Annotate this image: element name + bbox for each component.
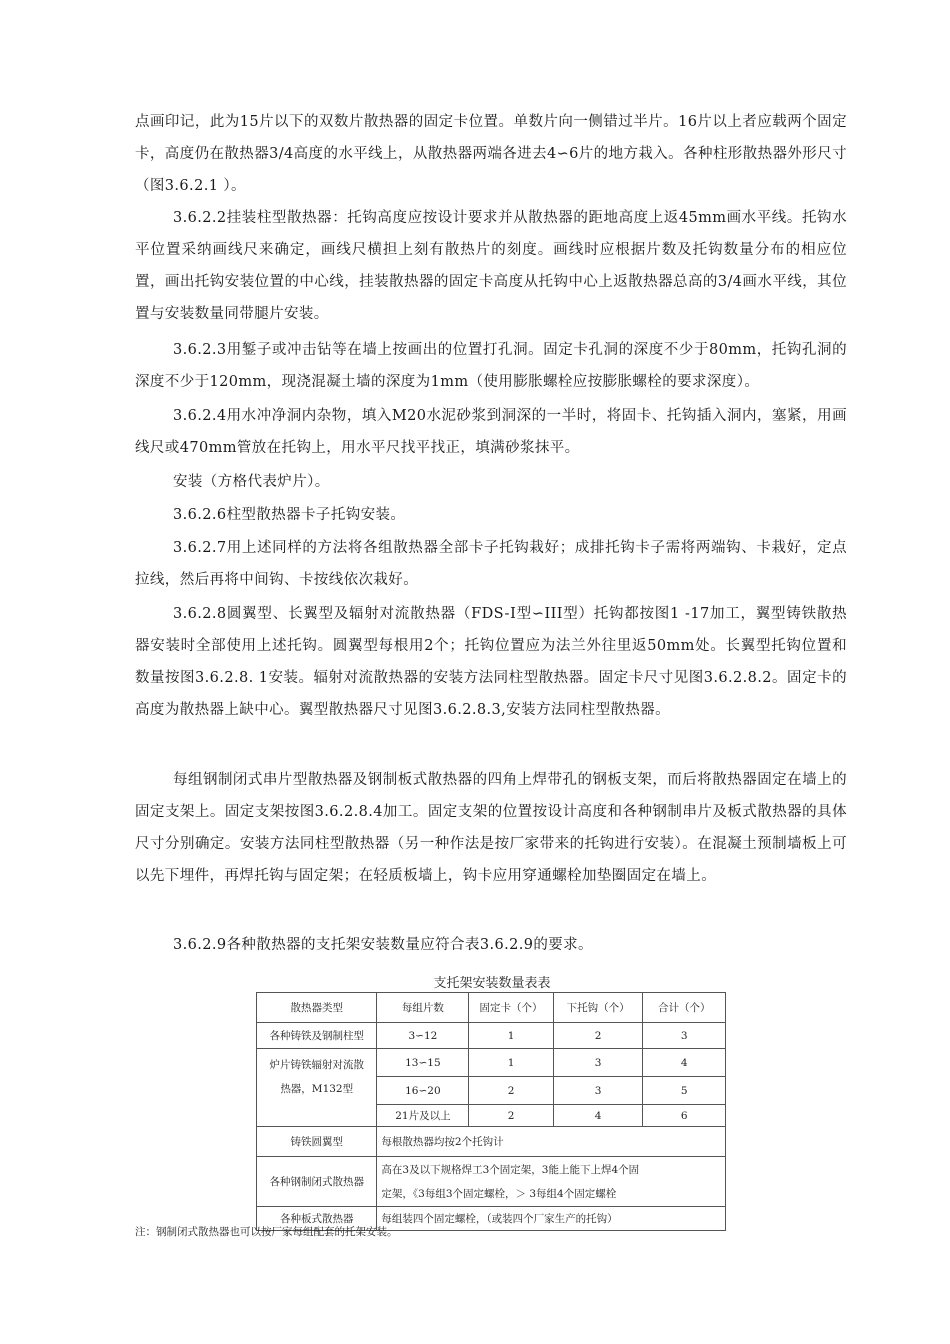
cell-lower-hooks: 2: [553, 1023, 643, 1049]
cell-lower-hooks: 3: [553, 1077, 643, 1105]
paragraph-3-6-2-6: 3.6.2.6柱型散热器卡子托钩安装。: [173, 507, 406, 523]
cell-description-line2: 定架，《3每组3个固定螺栓，＞ 3每组4个固定螺栓: [381, 1187, 617, 1200]
cell-description: 每组装四个固定螺栓，（或装四个厂家生产的托钩）: [377, 1207, 726, 1231]
header-type: 散热器类型: [257, 993, 377, 1023]
paragraph-3-6-2-2: 3.6.2.2挂装柱型散热器：托钩高度应按设计要求并从散热器的距地高度上返45mm画水平线。托钩水平位置采纳画线尺来确定，画线尺横担上刻有散热片的刻度。画线时应根据片数及托钩数量分布的相应位置，画出托钩安装位置的中心线，挂装散热器的固定卡高度从托钩中心上返散热器总高的3/4画水平线，其位置与安装数量同带腿片安装。: [135, 210, 847, 322]
cell-fixed-clips: 2: [469, 1077, 553, 1105]
table-row: [257, 1023, 726, 1049]
cell-total: 3: [643, 1023, 726, 1049]
cell-type: 各种钢制闭式散热器: [257, 1157, 377, 1207]
cell-fixed-clips: 1: [469, 1049, 553, 1077]
cell-pieces: 3∽12: [377, 1023, 469, 1049]
cell-fixed-clips: 2: [469, 1105, 553, 1127]
paragraph-3-6-2-3: 3.6.2.3用錾子或冲击钻等在墙上按画出的位置打孔洞。固定卡孔洞的深度不少于80mm，托钩孔洞的深度不少于120mm，现浇混凝土墙的深度为1mm（使用膨胀螺栓应按膨胀螺栓的要求深度）。: [135, 342, 847, 390]
header-pieces: 每组片数: [377, 993, 469, 1023]
cell-total: 4: [643, 1049, 726, 1077]
cell-lower-hooks: 3: [553, 1049, 643, 1077]
cell-type: 铸铁圆翼型: [257, 1127, 377, 1157]
paragraph-install: 安装（方格代表炉片）。: [173, 474, 330, 490]
cell-total: 6: [643, 1105, 726, 1127]
cell-type-line2: 热器，M132型: [280, 1082, 354, 1095]
paragraph-3-6-2-4: 3.6.2.4用水冲净洞内杂物，填入M20水泥砂浆到洞深的一半时，将固卡、托钩插入洞内，塞紧，用画线尺或470mm管放在托钩上，用水平尺找平找正，填满砂浆抹平。: [135, 408, 847, 456]
cell-pieces: 16∽20: [377, 1077, 469, 1105]
paragraph-1: 点画印记，此为15片以下的双数片散热器的固定卡位置。单数片向一侧错过半片。16片以上者应载两个固定卡，高度仍在散热器3/4高度的水平线上，从散热器两端各进去4∽6片的地方栽入。各种柱形散热器外形尺寸（图3.6.2.1 ）。: [135, 114, 847, 194]
cell-total: 5: [643, 1077, 726, 1105]
cell-type: 各种铸铁及钢制柱型: [257, 1023, 377, 1049]
paragraph-3-6-2-7: 3.6.2.7用上述同样的方法将各组散热器全部卡子托钩栽好；成排托钩卡子需将两端钩、卡栽好，定点拉线，然后再将中间钩、卡按线依次栽好。: [135, 540, 847, 588]
cell-description: 每根散热器均按2个托钩计: [377, 1127, 726, 1157]
cell-fixed-clips: 1: [469, 1023, 553, 1049]
table-caption: 支托架安装数量表表: [433, 976, 551, 991]
cell-type-line1: 炉片铸铁辐射对流散: [269, 1058, 364, 1071]
cell-lower-hooks: 4: [553, 1105, 643, 1127]
header-fixed-clips: 固定卡（个）: [469, 993, 553, 1023]
cell-type-multiline: [257, 1049, 377, 1105]
table-row: [257, 1157, 726, 1207]
header-lower-hooks: 下托钩（个）: [553, 993, 643, 1023]
cell-description-line1: 高在3及以下规格焊工3个固定架，3能上能下上焊4个固: [381, 1163, 640, 1176]
paragraph-3-6-2-9: 3.6.2.9各种散热器的支托架安装数量应符合表3.6.2.9的要求。: [173, 937, 593, 953]
table-row: [257, 1127, 726, 1157]
header-total: 合计（个）: [643, 993, 726, 1023]
paragraph-3-6-2-8: 3.6.2.8圆翼型、长翼型及辐射对流散热器（FDS-Ⅰ型∽III型）托钩都按图1 -17加工，翼型铸铁散热器安装时全部使用上述托钩。圆翼型每根用2个；托钩位置应为法兰外往里返50mm处。长翼型托钩位置和数量按图3.6.2.8. 1安装。辐射对流散热器的安装方法同柱型散热器。固定卡尺寸见图3.6.2.8.2。固定卡的高度为散热器上缺中心。翼型散热器尺寸见图3.6.2.8.3,安装方法同柱型散热器。: [135, 606, 847, 718]
cell-type-empty: [257, 1105, 377, 1127]
table-row: [257, 1049, 726, 1077]
cell-pieces: 13∽15: [377, 1049, 469, 1077]
table-row: [257, 1105, 726, 1127]
paragraph-steel-radiators: 每组钢制闭式串片型散热器及钢制板式散热器的四角上焊带孔的钢板支架，而后将散热器固定在墙上的固定支架上。固定支架按图3.6.2.8.4加工。固定支架的位置按设计高度和各种钢制串片及板式散热器的具体尺寸分别确定。安装方法同柱型散热器（另一种作法是按厂家带来的托钩进行安装）。在混凝土预制墙板上可以先下埋件，再焊托钩与固定架；在轻质板墙上，钩卡应用穿通螺栓加垫圈固定在墙上。: [135, 772, 847, 884]
table-footnote: 注：钢制闭式散热器也可以按厂家每组配套的托架安装。: [135, 1226, 398, 1238]
table-header-row: [257, 993, 726, 1023]
cell-description-multiline: [377, 1157, 726, 1207]
cell-type: 各种板式散热器: [257, 1207, 377, 1231]
support-count-table: [256, 992, 726, 1231]
cell-pieces: 21片及以上: [377, 1105, 469, 1127]
